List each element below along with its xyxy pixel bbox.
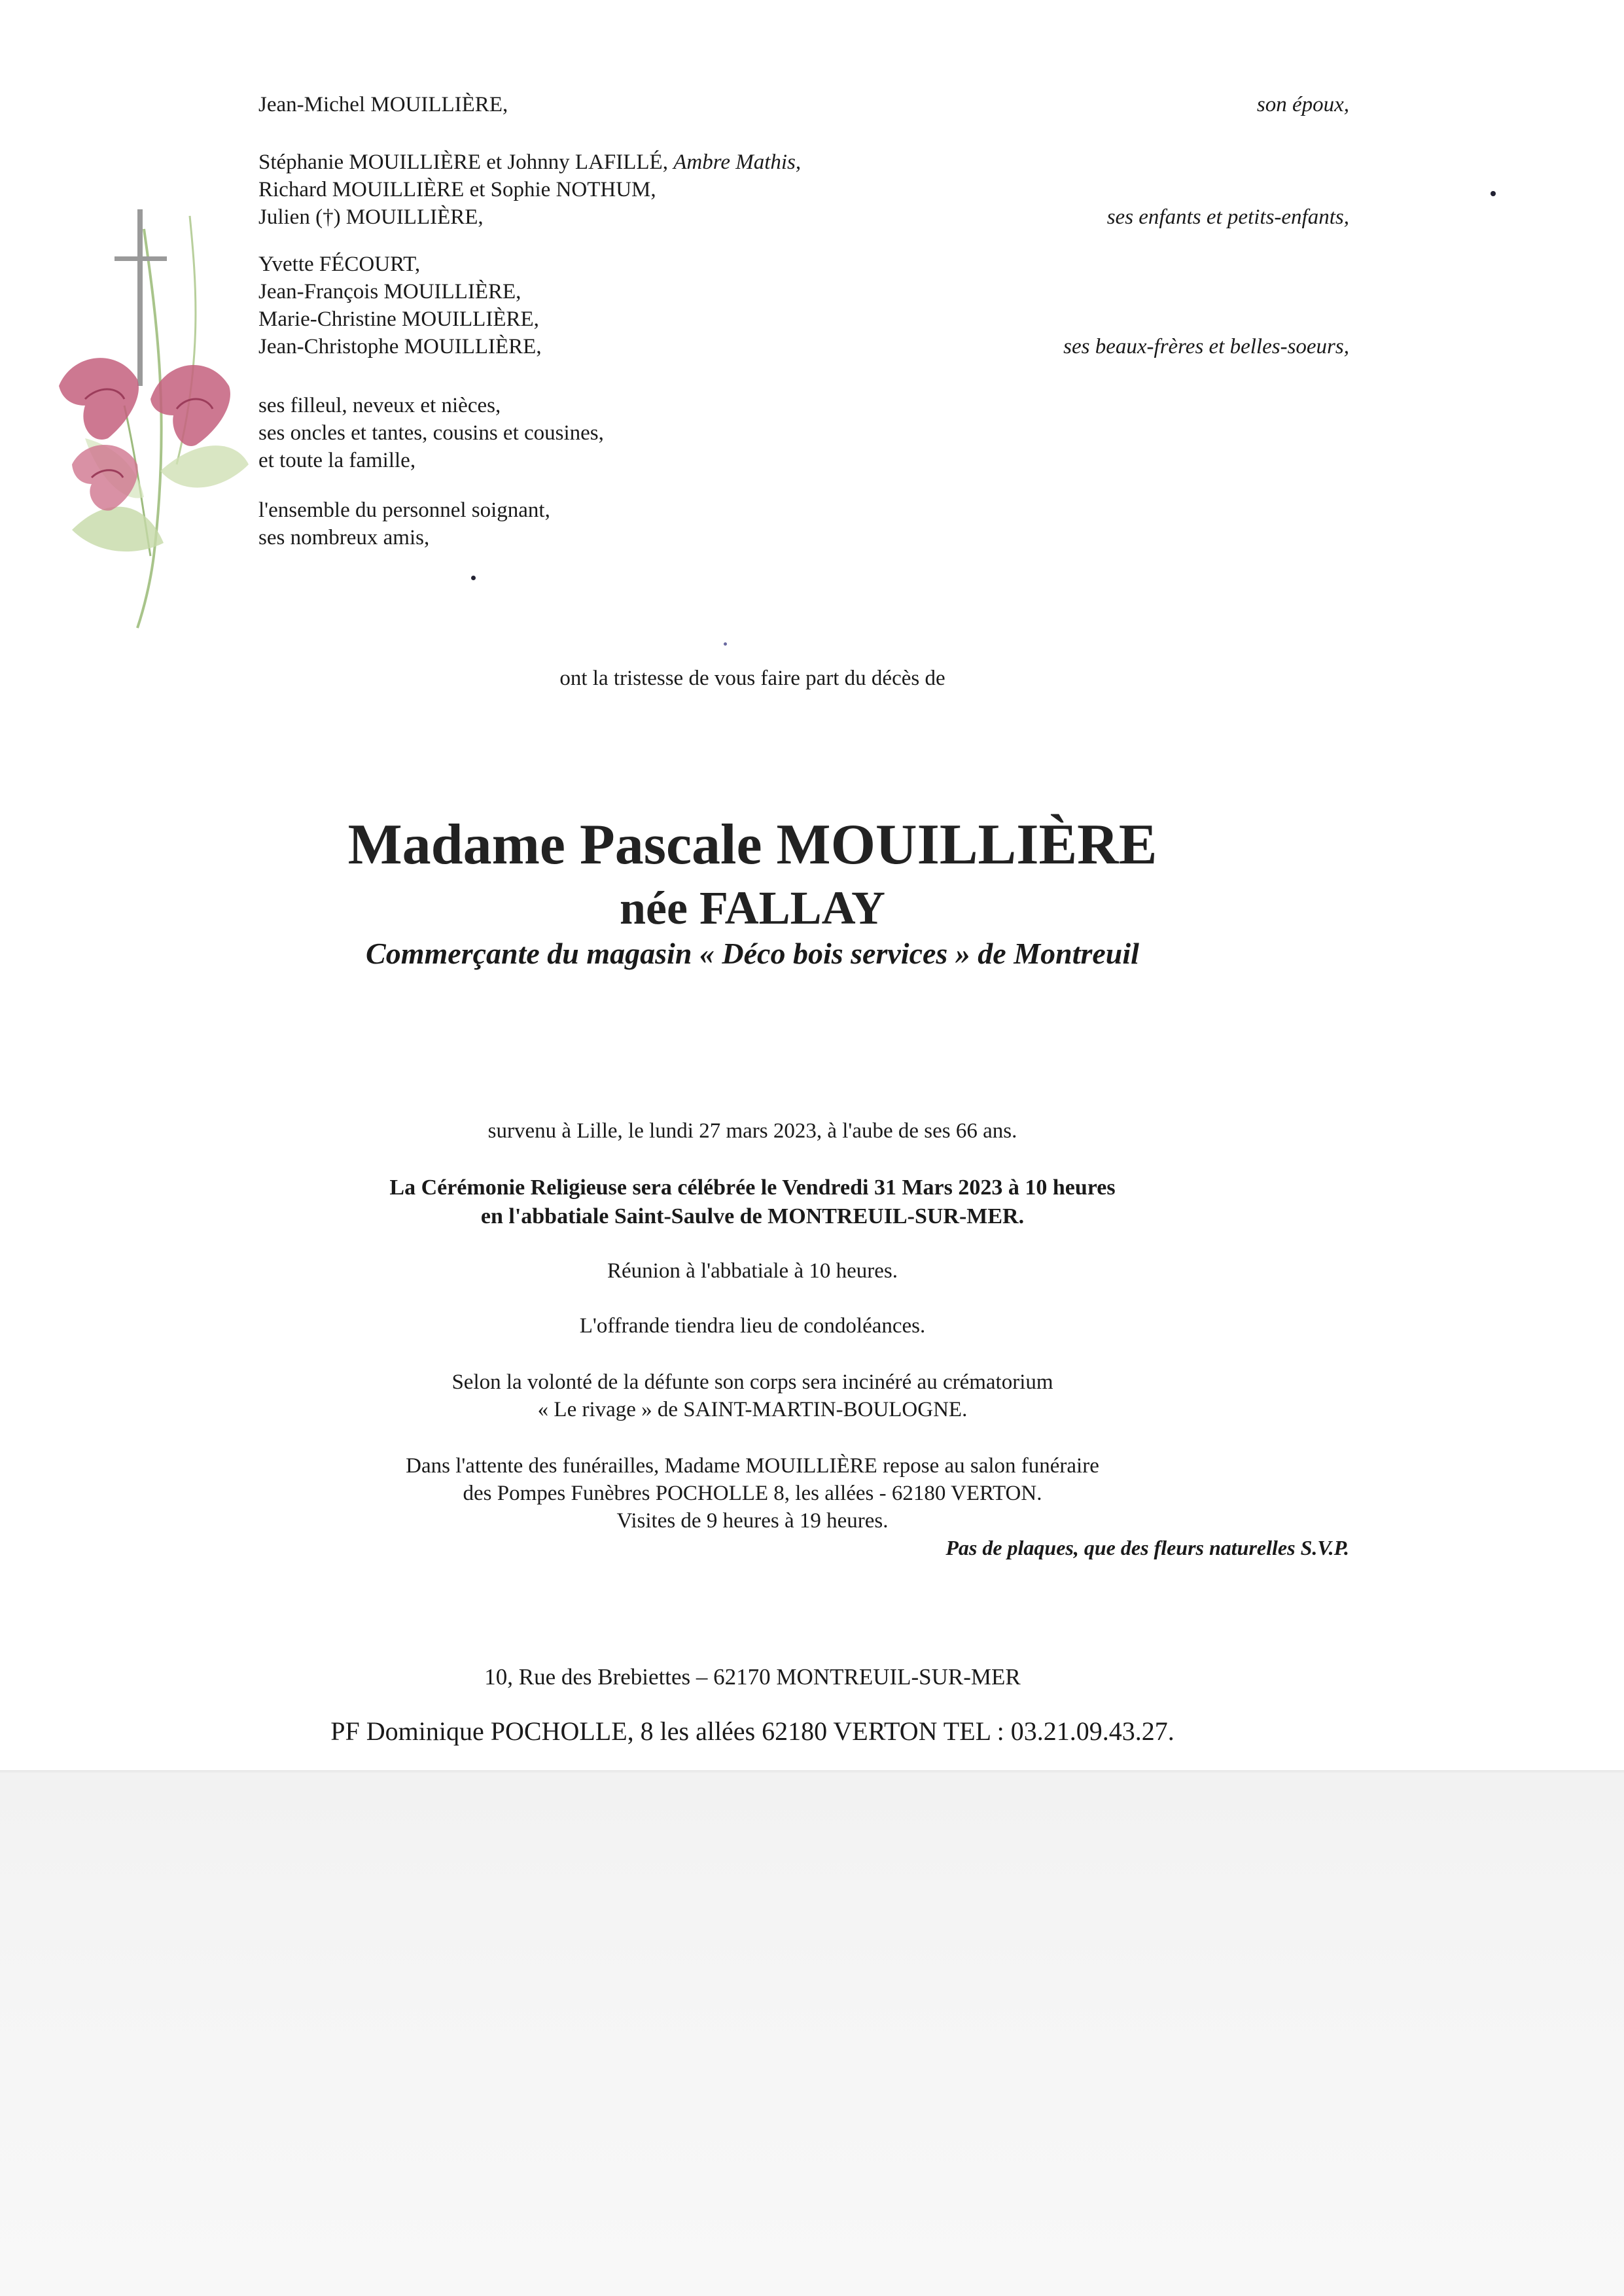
rest-line-1: Dans l'attente des funérailles, Madame MOUILLIÈRE repose au salon funéraire: [406, 1454, 1099, 1478]
children-relation: ses enfants et petits-enfants,: [1106, 205, 1349, 229]
inlaw-line-2: Jean-François MOUILLIÈRE,: [258, 280, 521, 304]
scan-speck: [1491, 191, 1496, 196]
scan-speck: [724, 642, 727, 646]
inlaw-line-1: Yvette FÉCOURT,: [258, 252, 421, 276]
staff-line-1: l'ensemble du personnel soignant,: [258, 498, 550, 522]
death-statement: survenu à Lille, le lundi 27 mars 2023, à l'aube de ses 66 ans.: [487, 1119, 1017, 1143]
inlaw-line-4: Jean-Christophe MOUILLIÈRE,: [258, 335, 542, 358]
staff-line-2: ses nombreux amis,: [258, 526, 430, 549]
flowers-note: Pas de plaques, que des fleurs naturelles S.V.P.: [945, 1536, 1349, 1559]
visits-info: Visites de 9 heures à 19 heures.: [616, 1509, 889, 1533]
meeting-info: Réunion à l'abbatiale à 10 heures.: [607, 1259, 898, 1283]
deceased-name: Madame Pascale MOUILLIÈRE: [347, 813, 1157, 877]
deceased-maiden-name: née FALLAY: [619, 882, 886, 934]
offering-info: L'offrande tiendra lieu de condoléances.: [579, 1314, 926, 1338]
scan-speck: [471, 576, 476, 580]
ceremony-line-2: en l'abbatiale Saint-Saulve de MONTREUIL-SUR-MER.: [480, 1204, 1025, 1228]
cremation-line-2: « Le rivage » de SAINT-MARTIN-BOULOGNE.: [537, 1398, 968, 1421]
cremation-line-1: Selon la volonté de la défunte son corps sera incinéré au crématorium: [451, 1370, 1053, 1394]
children-line-1: [258, 149, 801, 175]
rest-line-2: des Pompes Funèbres POCHOLLE 8, les allées - 62180 VERTON.: [463, 1482, 1042, 1505]
others-line-1: ses filleul, neveux et nièces,: [258, 394, 501, 417]
children-names: Stéphanie MOUILLIÈRE et Johnny LAFILLÉ,: [258, 150, 668, 174]
footer-address: 10, Rue des Brebiettes – 62170 MONTREUIL-SUR-MER: [484, 1664, 1021, 1690]
announcement: ont la tristesse de vous faire part du décès de: [559, 667, 945, 690]
cross-lily-icon: [46, 190, 262, 635]
deceased-occupation: Commerçante du magasin « Déco bois services » de Montreuil: [366, 937, 1139, 970]
children-line-3: Julien (†) MOUILLIÈRE,: [258, 205, 484, 229]
spouse-name: Jean-Michel MOUILLIÈRE,: [258, 93, 508, 116]
spouse-relation: son époux,: [1256, 93, 1349, 116]
scan-background: [0, 1773, 1624, 2296]
others-line-3: et toute la famille,: [258, 449, 416, 472]
children-line-2: Richard MOUILLIÈRE et Sophie NOTHUM,: [258, 178, 656, 201]
inlaw-line-3: Marie-Christine MOUILLIÈRE,: [258, 307, 539, 331]
grandchildren-names: Ambre Mathis,: [673, 150, 802, 174]
footer-funeral-home: PF Dominique POCHOLLE, 8 les allées 62180 VERTON TEL : 03.21.09.43.27.: [330, 1716, 1174, 1746]
inlaw-relation: ses beaux-frères et belles-soeurs,: [1063, 335, 1349, 358]
ceremony-line-1: La Cérémonie Religieuse sera célébrée le Vendredi 31 Mars 2023 à 10 heures: [389, 1175, 1116, 1200]
others-line-2: ses oncles et tantes, cousins et cousines,: [258, 421, 604, 445]
